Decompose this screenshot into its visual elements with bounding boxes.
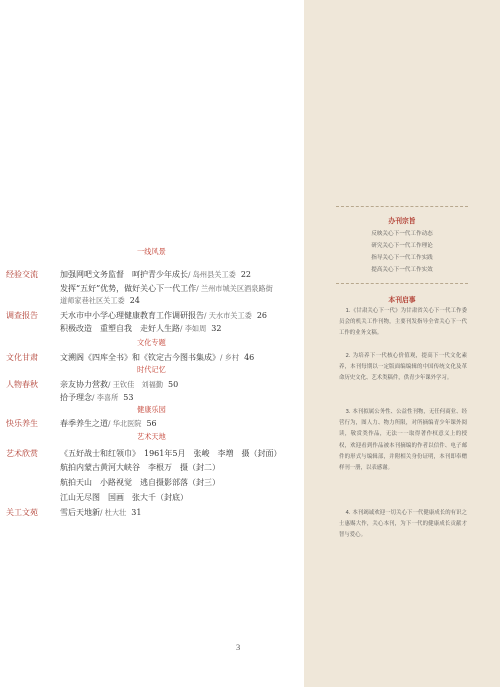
- entry-author: / 华北医院: [108, 419, 142, 428]
- category-label: 调查报告: [6, 311, 38, 320]
- page-number: 3: [236, 642, 241, 652]
- notice-paragraph: 3. 本刊拟属公务性、公益性刊物，无任何商业、经营行为，图人力、物力所限，对所摘编青少年课外阅读，敬赏类作品，无法一一取得著作权意义上的授权，欢迎看到作品被本刊摘编的作者以信件、电子邮件的形式与编辑部，并附相关身份证明，本刊即奉赠样刊一册，以表感谢。: [339, 409, 467, 472]
- section-title: 文化专题: [137, 338, 166, 347]
- entry-page: 56: [146, 419, 157, 428]
- entry-title: 积极改造 重塑自我 走好人生路: [60, 324, 180, 333]
- toc-entry[interactable]: [60, 283, 273, 294]
- divider: [336, 206, 468, 207]
- section-title: 艺术天地: [137, 432, 166, 441]
- entry-author: / 乡村: [220, 353, 240, 362]
- notice-paragraph: 1.《甘肃关心下一代》为甘肃省关心下一代工作委员会的机关工作刊物，主要刊发指导全省关心下一代工作的业务文稿。: [339, 308, 467, 337]
- entry-author: / 李如周: [180, 324, 207, 333]
- notice-paragraph: 4. 本刊竭诚欢迎一切关心下一代健康成长的有识之士惠赐大作，关心本刊，为下一代的健康成长贡献才智与爱心。: [339, 510, 467, 539]
- entry-title: 拾予理念: [60, 393, 92, 402]
- entry-author: / 岛州县关工委: [188, 270, 236, 279]
- entry-title: 江山无尽图 国画 张大千（封底）: [60, 493, 188, 502]
- category-label: 文化甘肃: [6, 353, 38, 362]
- entry-author: / 李喜所: [92, 393, 119, 402]
- entry-title: 文溯阁《四库全书》和《钦定古今图书集成》: [60, 353, 220, 362]
- toc-entry[interactable]: [60, 492, 188, 503]
- toc-entry[interactable]: [60, 323, 221, 334]
- toc-entry[interactable]: [60, 507, 141, 518]
- mission-heading: 办刊宗旨: [388, 217, 416, 225]
- toc-entry[interactable]: [60, 418, 157, 429]
- toc-entry[interactable]: [60, 462, 220, 473]
- toc-entry[interactable]: [60, 310, 267, 321]
- entry-title: 航拍天山 小路视觉 逃自摄影部落（封三）: [60, 478, 220, 487]
- toc-entry[interactable]: [60, 296, 140, 306]
- entry-page: 50: [168, 380, 179, 389]
- entry-author: / 兰州市城关区酒泉路街: [196, 284, 273, 293]
- entry-author: / 天水市关工委: [204, 311, 252, 320]
- entry-page: 24: [129, 296, 140, 305]
- entry-title: 加强网吧文务监督 呵护青少年成长: [60, 270, 188, 279]
- section-title: 时代记忆: [137, 365, 166, 374]
- mission-item: 研究关心下一代工作理论: [371, 243, 433, 249]
- section-title: 健康乐园: [137, 405, 166, 414]
- info-sidebar: [304, 0, 500, 687]
- section-title: 一线风景: [137, 247, 166, 256]
- entry-title: 雪后天地新: [60, 508, 100, 517]
- toc-entry[interactable]: [60, 269, 251, 280]
- entry-page: 46: [244, 353, 255, 362]
- entry-page: 22: [240, 270, 252, 279]
- entry-title: 发挥“五好”优势，做好关心下一代工作: [60, 284, 197, 293]
- category-label: 快乐养生: [6, 419, 38, 428]
- entry-title: 天水市中小学心理健康教育工作调研报告: [60, 311, 204, 320]
- category-label: 经验交流: [6, 270, 38, 279]
- toc-entry[interactable]: [60, 392, 133, 403]
- notice-paragraph: 2. 为培养下一代核心价值观，提高下一代文化素养，本刊每期以一定版面编编辑的中国传统文化及革命历史文化、艺术类稿件，供青少年课外学习。: [339, 353, 467, 382]
- entry-author: / 王钦佳 刘福勤: [108, 380, 164, 389]
- entry-title: 春季养生之道: [60, 419, 108, 428]
- mission-item: 反映关心下一代工作动态: [371, 231, 433, 237]
- entry-page: 31: [131, 508, 142, 517]
- entry-page: 53: [123, 393, 134, 402]
- mission-item: 提高关心下一代工作实效: [371, 267, 433, 273]
- notice-heading: 本刊启事: [388, 296, 416, 304]
- entry-page: 26: [256, 311, 268, 320]
- entry-title: 亲友协力营救: [60, 380, 108, 389]
- category-label: 艺术欣赏: [6, 449, 38, 458]
- toc-entry[interactable]: [60, 379, 178, 390]
- toc-entry[interactable]: [60, 448, 281, 459]
- toc-entry[interactable]: [60, 352, 254, 363]
- entry-author: / 杜大壮: [100, 508, 127, 517]
- entry-title: 航拍内蒙古黄河大峡谷 李根万 摄（封二）: [60, 463, 220, 472]
- toc-entry[interactable]: [60, 477, 220, 488]
- entry-title: 《五好战士和红领巾》 1961年5月 张峻 李増 摄（封面）: [60, 449, 282, 458]
- category-label: 人物春秋: [6, 380, 38, 389]
- category-label: 关工文苑: [6, 508, 38, 517]
- entry-author: 道师家巷社区关工委: [60, 296, 125, 305]
- mission-item: 指导关心下一代工作实践: [371, 255, 433, 261]
- divider: [336, 283, 468, 284]
- entry-page: 32: [211, 324, 222, 333]
